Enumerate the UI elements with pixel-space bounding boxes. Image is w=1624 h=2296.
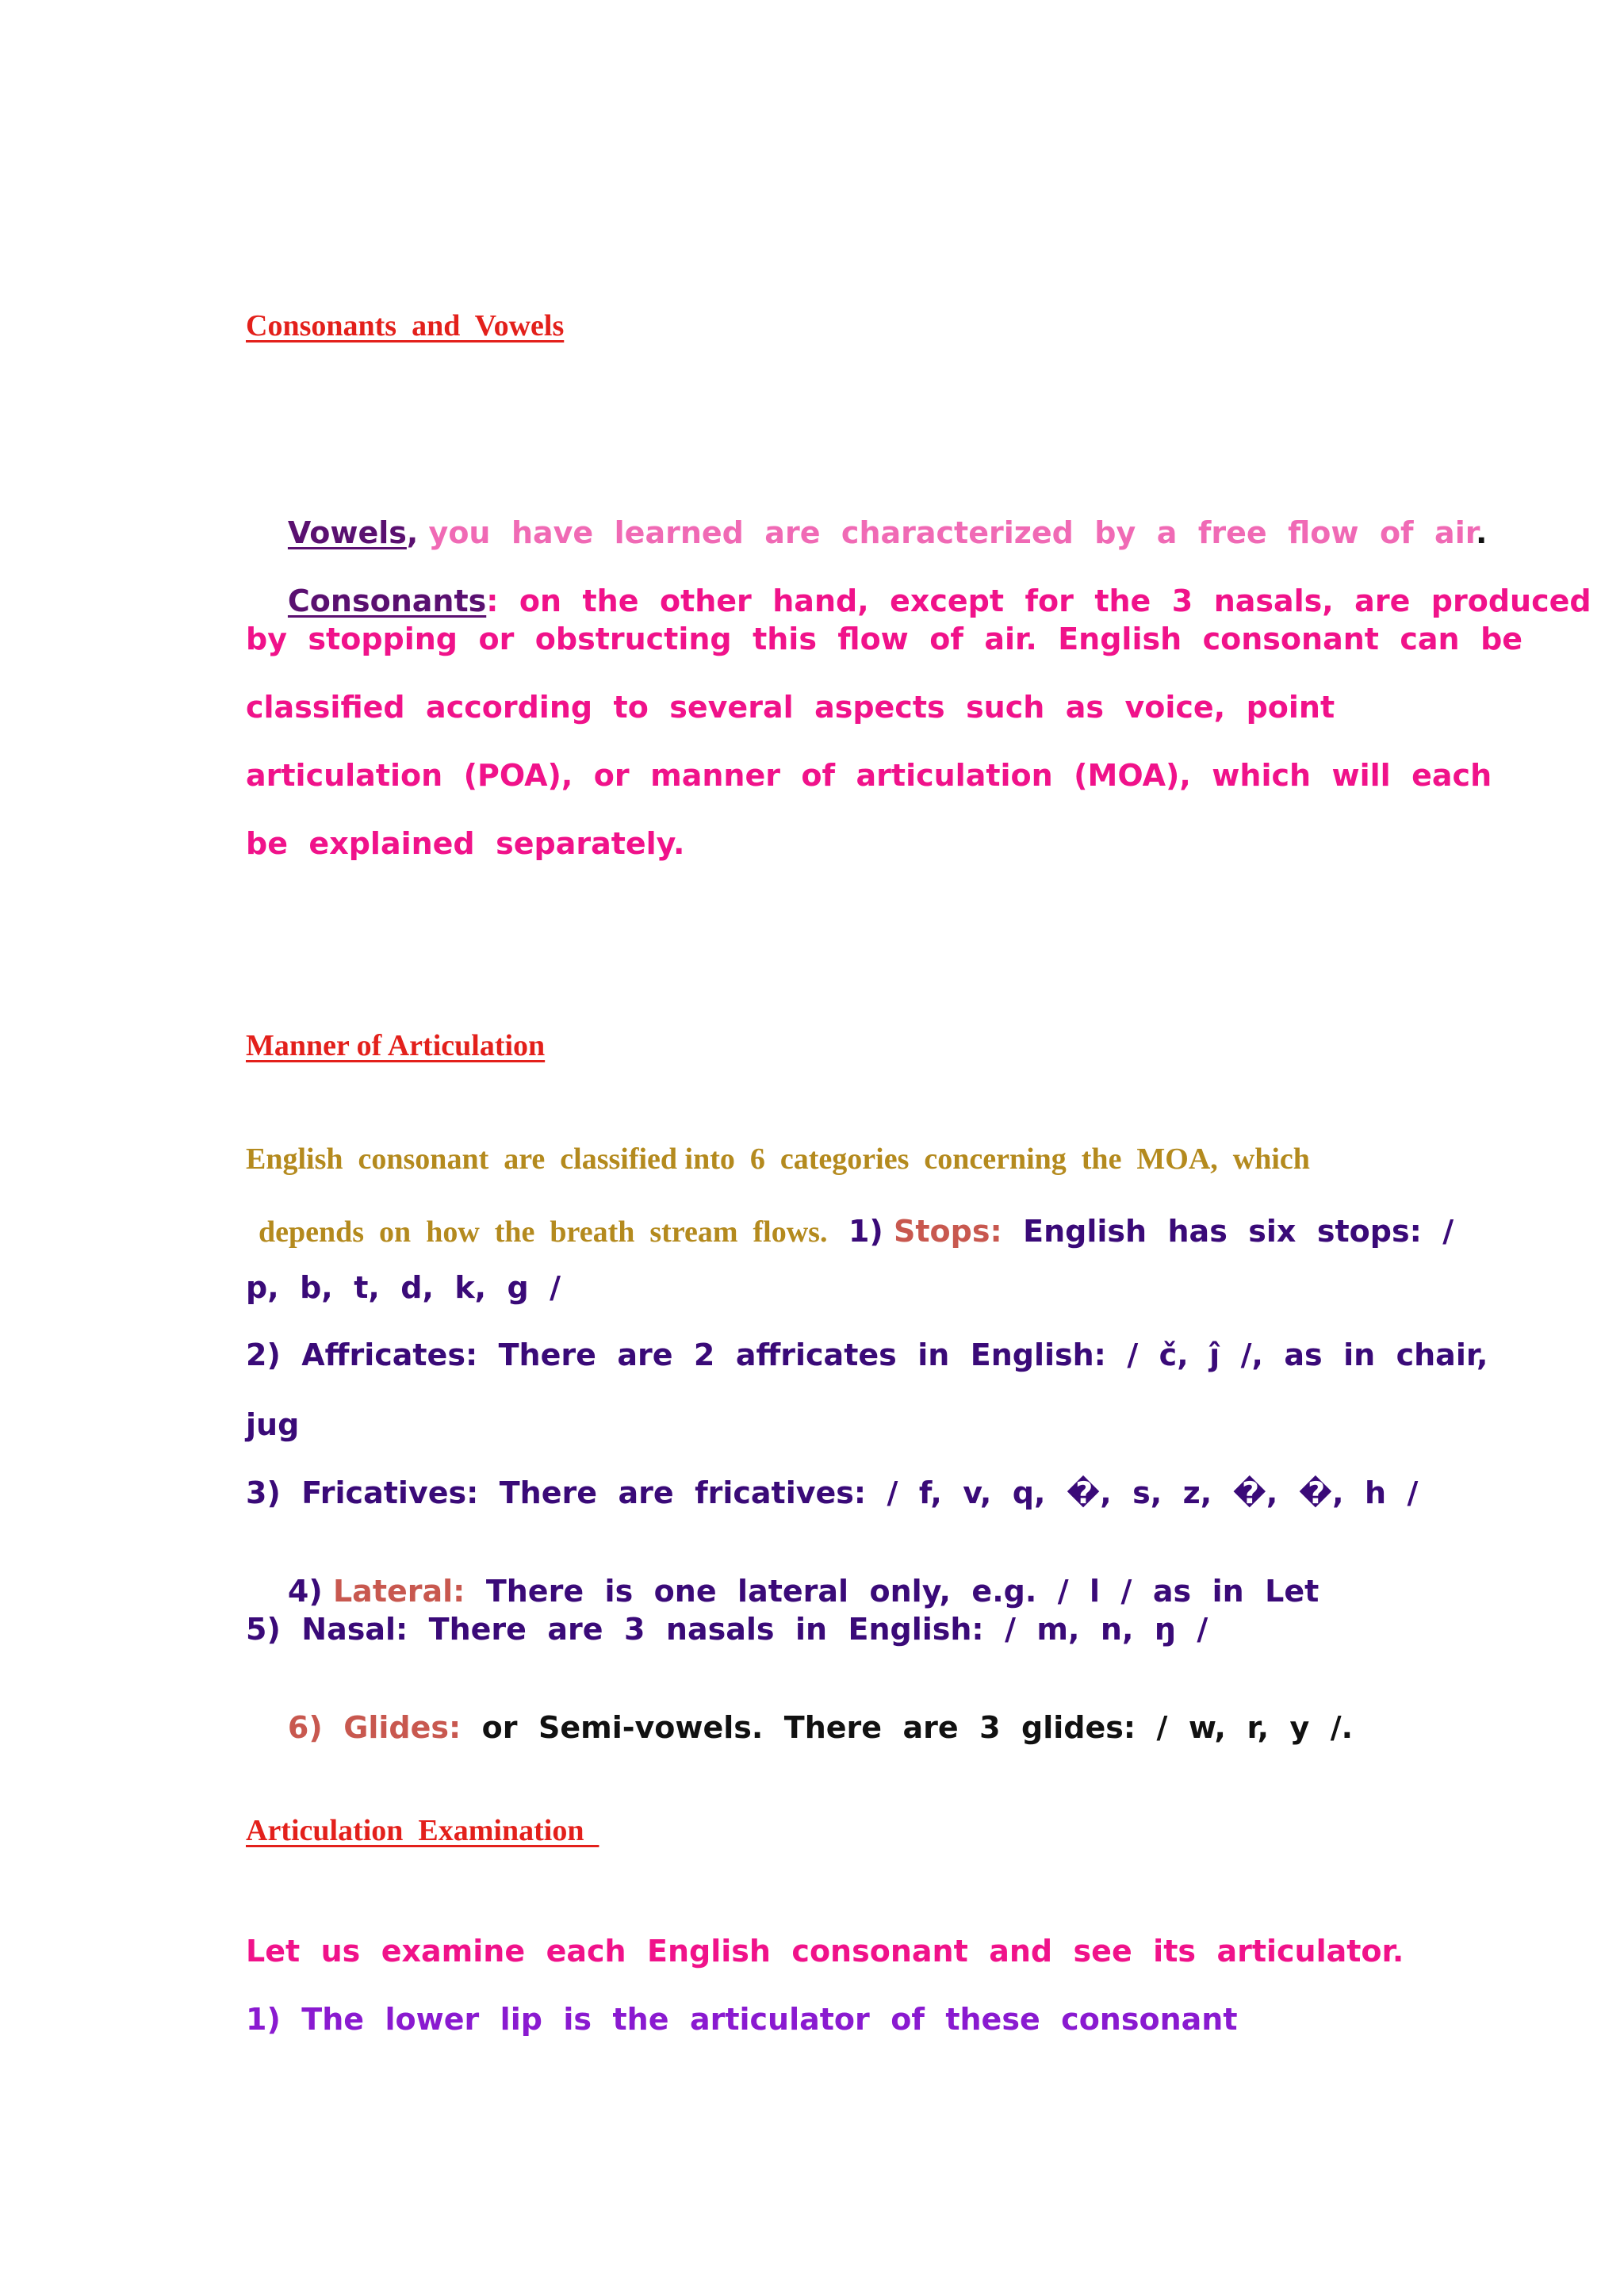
affricates-example: jug — [246, 1407, 300, 1442]
intro-line-2-rest: : on the other hand, except for the 3 nasals, are produced — [486, 584, 1591, 618]
glides-description: or Semi-vowels. There are 3 glides: / w, r, y /. — [461, 1710, 1354, 1745]
consonants-term: Consonants — [287, 584, 487, 618]
lateral-number: 4) — [287, 1574, 323, 1609]
vowels-comma: , — [406, 515, 419, 550]
glides-label: 6) Glides: — [287, 1710, 462, 1745]
heading-articulation-examination: Articulation Examination — [246, 1814, 599, 1847]
stops-label: Stops: — [883, 1214, 1002, 1249]
vowels-period: . — [1476, 515, 1488, 550]
intro-line-3: by stopping or obstructing this flow of air. English consonant can be — [246, 622, 1523, 656]
affricates-line: 2) Affricates: There are 2 affricates in English: / č, ĵ /, as in chair, — [246, 1337, 1488, 1372]
heading-manner-of-articulation: Manner of Articulation — [246, 1029, 546, 1062]
examination-line-1: Let us examine each English consonant and see its articulator. — [246, 1934, 1404, 1969]
vowels-description: you have learned are characterized by a free flow of air — [418, 515, 1477, 550]
fricatives-line: 3) Fricatives: There are fricatives: / f, v, q, �, s, z, �, �, h / — [246, 1475, 1419, 1510]
intro-line-6: be explained separately. — [246, 826, 685, 861]
examination-line-2: 1) The lower lip is the articulator of these consonant — [246, 2002, 1238, 2037]
intro-line-5: articulation (POA), or manner of articulation (MOA), which will each — [246, 758, 1492, 793]
stops-list: p, b, t, d, k, g / — [246, 1270, 561, 1305]
manner-line-1: English consonant are classified into 6 categories concerning the MOA, which — [246, 1142, 1310, 1176]
lateral-description: There is one lateral only, e.g. / l / as in Let — [465, 1574, 1320, 1609]
stops-description: English has six stops: / — [1002, 1214, 1454, 1249]
stops-number: 1) — [827, 1214, 883, 1249]
lateral-label: Lateral: — [322, 1574, 465, 1609]
heading-consonants-and-vowels: Consonants and Vowels — [246, 309, 565, 342]
manner-line-2 — [246, 1203, 1454, 1260]
nasal-line: 5) Nasal: There are 3 nasals in English: / m, n, ŋ / — [246, 1612, 1208, 1647]
intro-line-4: classified according to several aspects such as voice, point — [246, 690, 1335, 725]
vowels-term: Vowels — [287, 515, 407, 550]
manner-line-2-text: depends on how the breath stream flows. — [259, 1215, 828, 1249]
glides-line — [246, 1682, 1353, 1773]
